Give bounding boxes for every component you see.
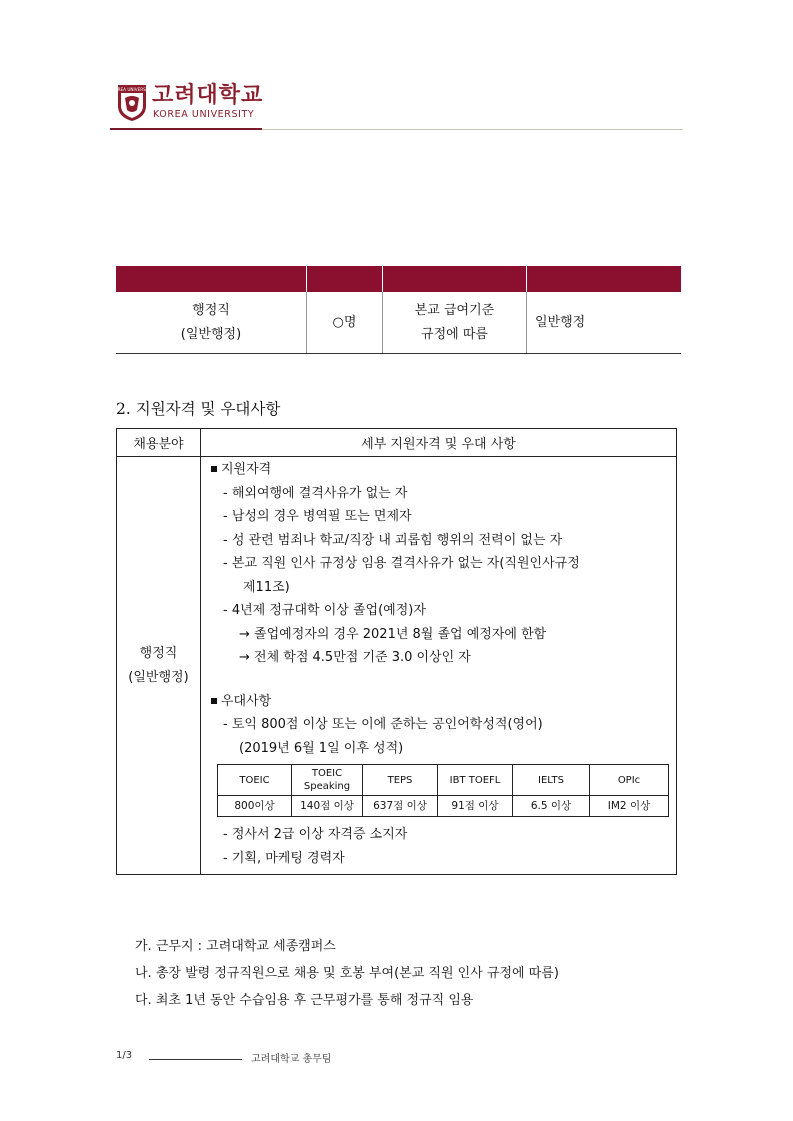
university-emblem-icon [111,84,153,122]
score-value: 637점 이상 [363,796,438,817]
position-count: ○명 [307,292,383,354]
spacer [211,670,676,690]
score-value: 140점 이상 [292,796,363,817]
score-header: TOEIC [218,765,292,796]
col-detail-header: 세부 지원자격 및 우대 사항 [201,429,677,457]
score-value: 91점 이상 [438,796,513,817]
qual-title: 지원자격 [211,458,676,482]
square-bullet-icon [211,466,217,472]
university-name: 고려대학교 [152,83,264,108]
page-number: 1/3 [116,1050,133,1061]
qual-item: - 4년제 정규대학 이상 졸업(예정)자 [223,603,426,618]
position-table-header [116,266,681,292]
note-appointment: 나. 총장 발령 정규직원으로 채용 및 호봉 부여(본교 직원 인사 규정에 따름) [135,966,559,981]
score-value: IM2 이상 [590,796,669,817]
university-name-en: KOREA UNIVERSITY [153,109,255,120]
pref-item: - 정사서 2급 이상 자격증 소지자 [223,827,408,842]
qualification-table [116,428,677,875]
pref-title: 우대사항 [211,690,676,714]
position-table [116,266,681,354]
score-header: IBT TOEFL [438,765,513,796]
pref-item-cont: (2019년 6월 1일 이후 성적) [239,740,404,756]
qual-item: - 해외여행에 결격사유가 없는 자 [223,485,408,501]
score-header: IELTS [513,765,590,796]
square-bullet-icon [211,698,217,704]
pref-item: - 기획, 마케팅 경력자 [223,850,345,866]
position-duty: 일반행정 [527,292,682,354]
score-header: TEPS [363,765,438,796]
qualification-row [117,457,677,875]
qual-item: - 본교 직원 인사 규정상 임용 결격사유가 없는 자(직원인사규정 [223,556,580,571]
footer-org: 고려대학교 총무팀 [251,1054,332,1065]
position-salary: 본교 급여기준 규정에 따름 [383,292,527,354]
field-cell: 행정직 (일반행정) [117,457,201,875]
note-location: 가. 근무지 : 고려대학교 세종캠퍼스 [135,939,336,954]
qual-subitem: → 졸업예정자의 경우 2021년 8월 졸업 예정자에 한함 [239,626,547,642]
pref-item: - 토익 800점 이상 또는 이에 준하는 공인어학성적(영어) [223,717,543,732]
qual-subitem: → 전체 학점 4.5만점 기준 3.0 이상인 자 [239,650,471,665]
svg-text:KOREA UNIVERSITY: KOREA UNIVERSITY [111,87,153,92]
score-header: TOEIC Speaking [292,765,363,796]
score-header: OPIc [590,765,669,796]
score-header-row [218,765,669,796]
position-job: 행정직 (일반행정) [116,292,307,354]
qual-item: - 성 관련 범죄나 학교/직장 내 괴롭힘 행위의 전력이 없는 자 [223,532,563,548]
header-rule-light [262,129,683,130]
language-score-table [217,764,669,817]
detail-cell [201,457,677,875]
header-rule [110,128,262,130]
score-value: 6.5 이상 [513,796,590,817]
qual-item-cont: 제11조) [243,579,290,595]
section-heading: 2. 지원자격 및 우대사항 [116,400,281,418]
note-probation: 다. 최초 1년 동안 수습임용 후 근무평가를 통해 정규직 임용 [135,993,474,1008]
footer-rule [149,1059,242,1060]
col-field-header: 채용분야 [117,429,201,457]
position-row [116,292,681,354]
score-value-row [218,796,669,817]
qual-item: - 남성의 경우 병역필 또는 면제자 [223,509,412,524]
qualification-header [117,429,677,457]
score-value: 800이상 [218,796,292,817]
